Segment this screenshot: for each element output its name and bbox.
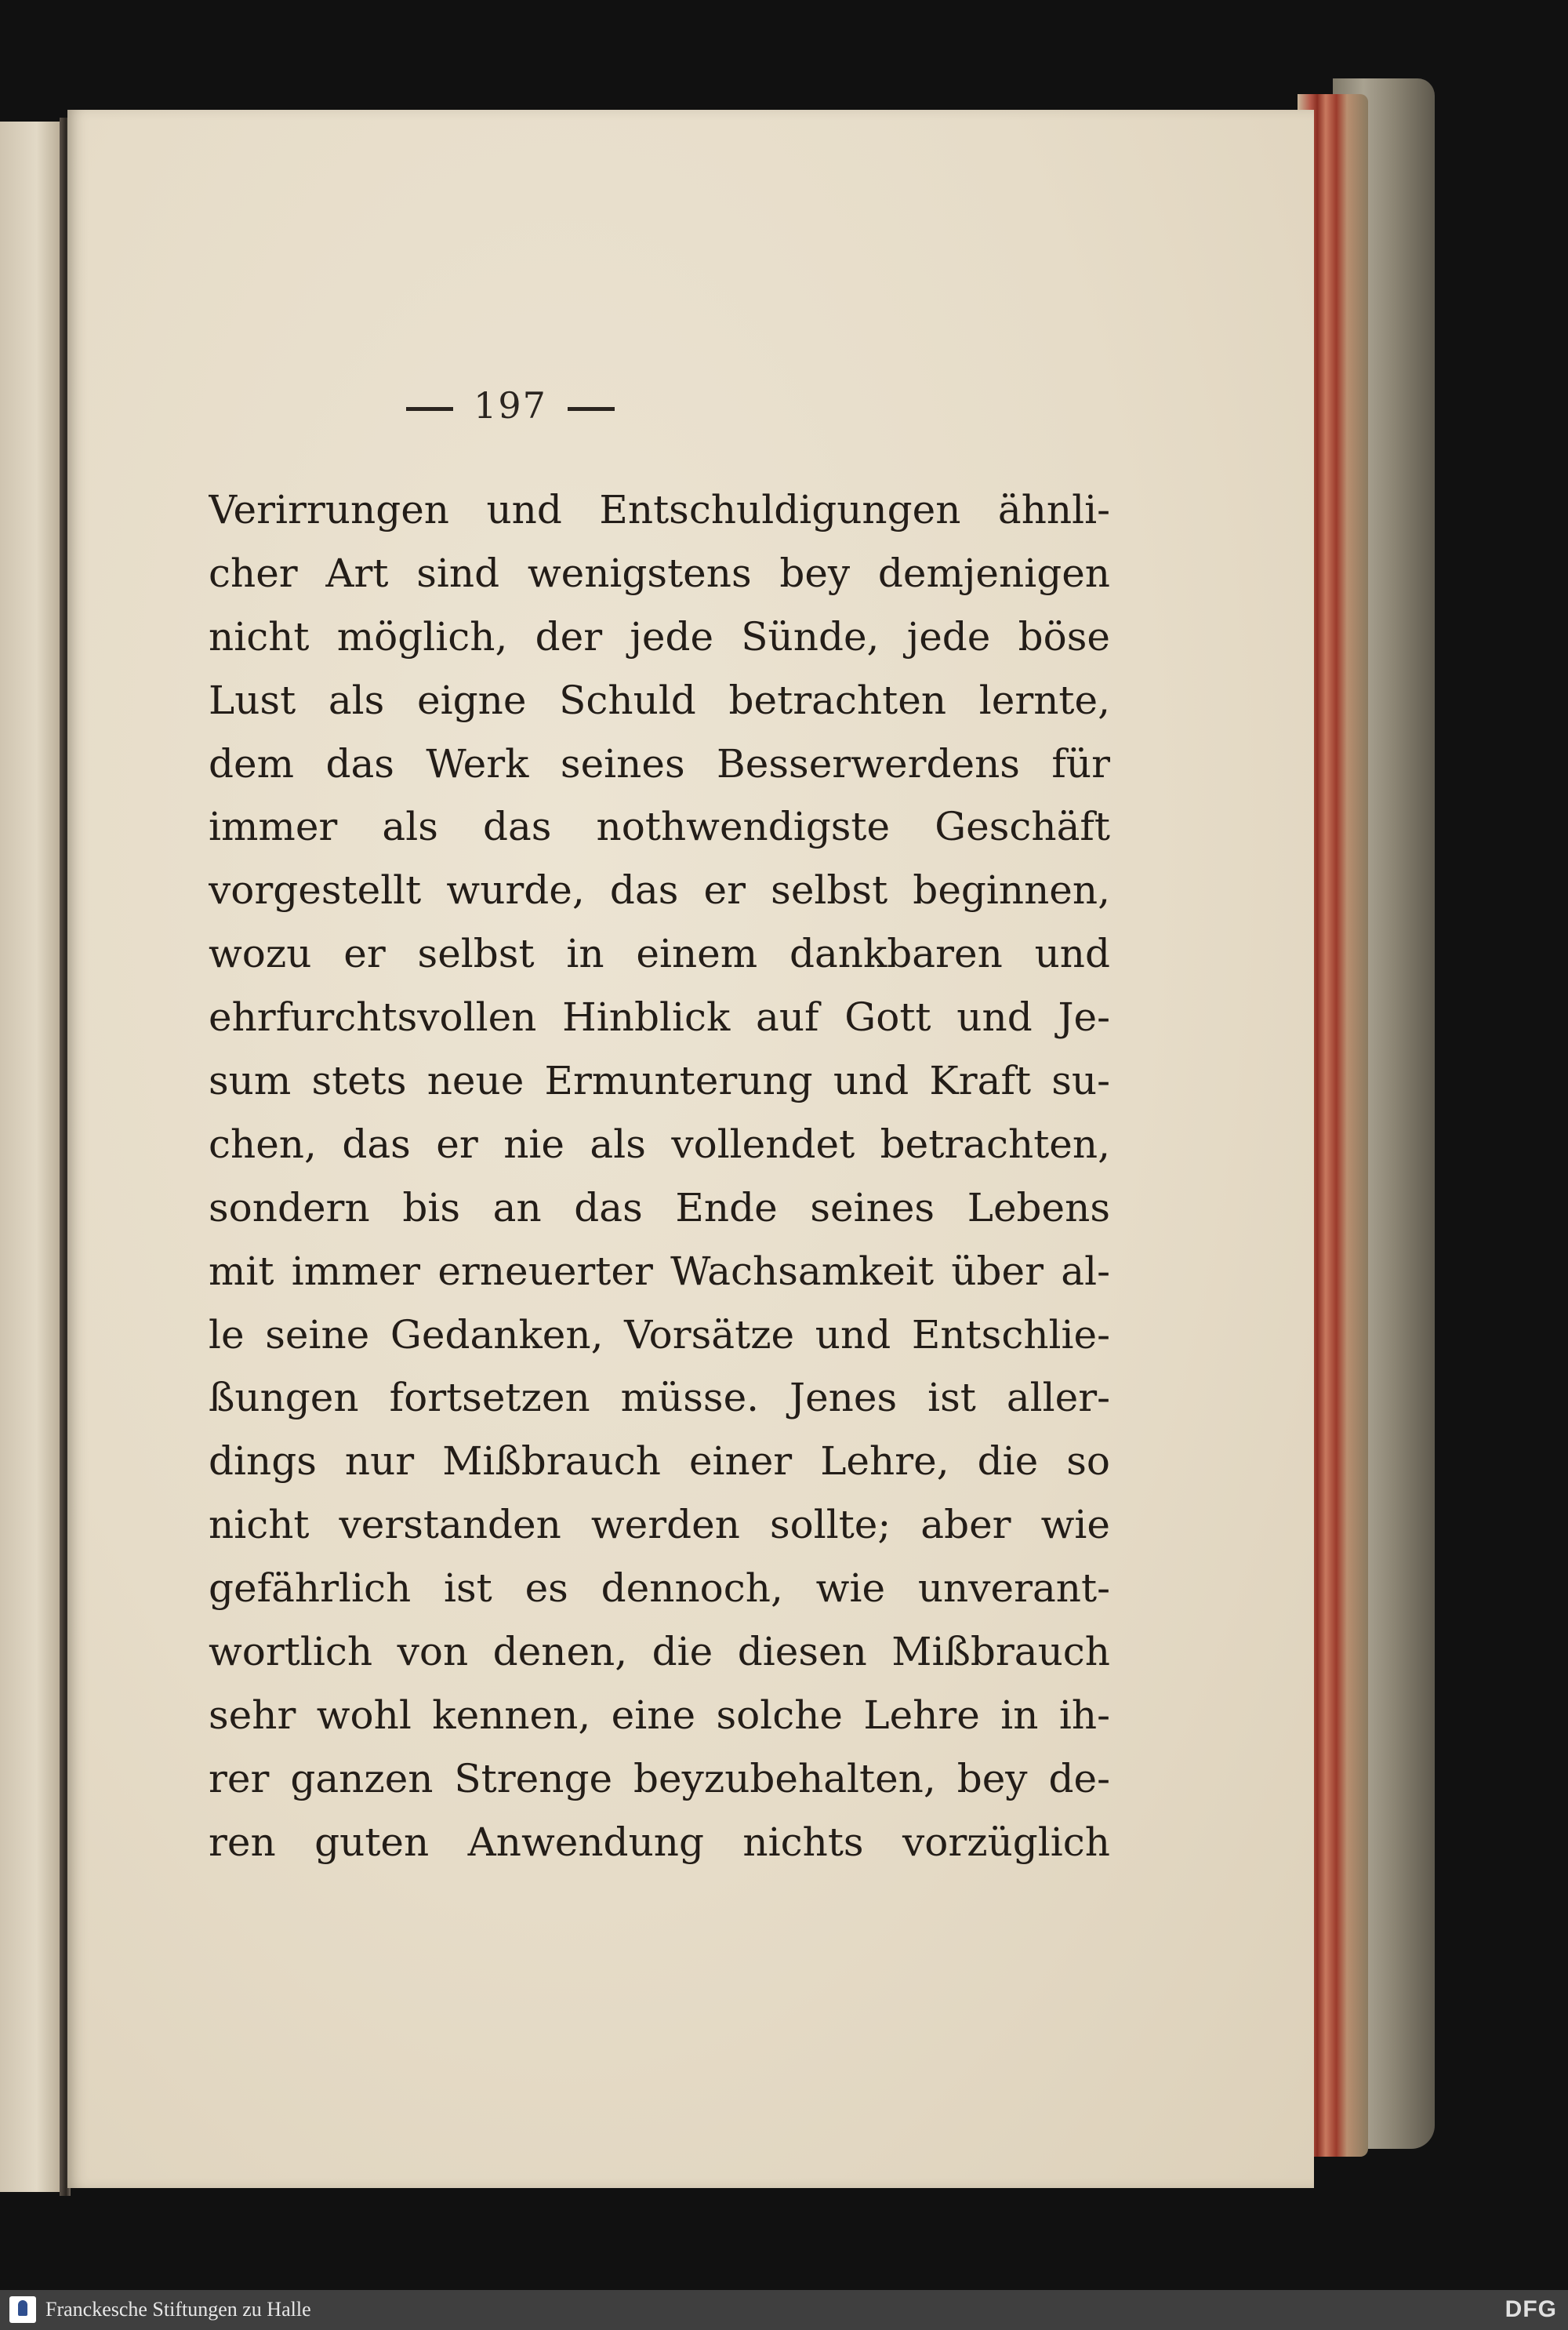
text-line: nicht möglich, der jede Sünde, jede böse bbox=[209, 613, 1110, 660]
dfg-logo: DFG bbox=[1504, 2296, 1557, 2322]
text-line: gefährlich ist es dennoch, wie unverant- bbox=[209, 1565, 1110, 1612]
book-page bbox=[67, 110, 1314, 2188]
text-line: Verirrungen und Entschuldigungen ähnli- bbox=[209, 487, 1110, 533]
text-line: le seine Gedanken, Vorsätze und Entschlie- bbox=[209, 1311, 1110, 1358]
footer-bar bbox=[0, 2290, 1568, 2330]
francke-foundations-logo-icon bbox=[9, 2296, 36, 2323]
text-line: cher Art sind wenigstens bey demjenigen bbox=[209, 550, 1110, 596]
page-number: 197 bbox=[474, 384, 547, 427]
text-line: vorgestellt wurde, das er selbst beginnen, bbox=[209, 867, 1110, 914]
text-line: sehr wohl kennen, eine solche Lehre in ih- bbox=[209, 1692, 1110, 1738]
text-line: ren guten Anwendung nichts vorzüglich bbox=[209, 1819, 1110, 1865]
text-line: wortlich von denen, die diesen Mißbrauch bbox=[209, 1629, 1110, 1675]
text-line: dem das Werk seines Besserwerdens für bbox=[209, 740, 1110, 787]
text-line: ßungen fortsetzen müsse. Jenes ist aller- bbox=[209, 1375, 1110, 1421]
header-dash-left bbox=[406, 407, 453, 411]
text-line: sondern bis an das Ende seines Lebens bbox=[209, 1184, 1110, 1230]
text-line: Lust als eigne Schuld betrachten lernte, bbox=[209, 677, 1110, 723]
text-line: sum stets neue Ermunterung und Kraft su- bbox=[209, 1058, 1110, 1104]
text-line: immer als das nothwendigste Geschäft bbox=[209, 804, 1110, 850]
text-line: dings nur Mißbrauch einer Lehre, die so bbox=[209, 1438, 1110, 1485]
text-line: wozu er selbst in einem dankbaren und bbox=[209, 931, 1110, 977]
institution-name: Franckesche Stiftungen zu Halle bbox=[45, 2298, 311, 2321]
page-number-header bbox=[67, 384, 953, 427]
text-line: rer ganzen Strenge beyzubehalten, bey de- bbox=[209, 1755, 1110, 1801]
text-line: ehrfurchtsvollen Hinblick auf Gott und Je- bbox=[209, 994, 1110, 1041]
left-page-strip bbox=[0, 122, 61, 2192]
text-line: chen, das er nie als vollendet betrachten, bbox=[209, 1121, 1110, 1167]
text-line: nicht verstanden werden sollte; aber wie bbox=[209, 1502, 1110, 1548]
text-line: mit immer erneuerter Wachsamkeit über al- bbox=[209, 1248, 1110, 1294]
header-dash-right bbox=[568, 407, 615, 411]
page-text-block bbox=[209, 478, 1110, 1874]
